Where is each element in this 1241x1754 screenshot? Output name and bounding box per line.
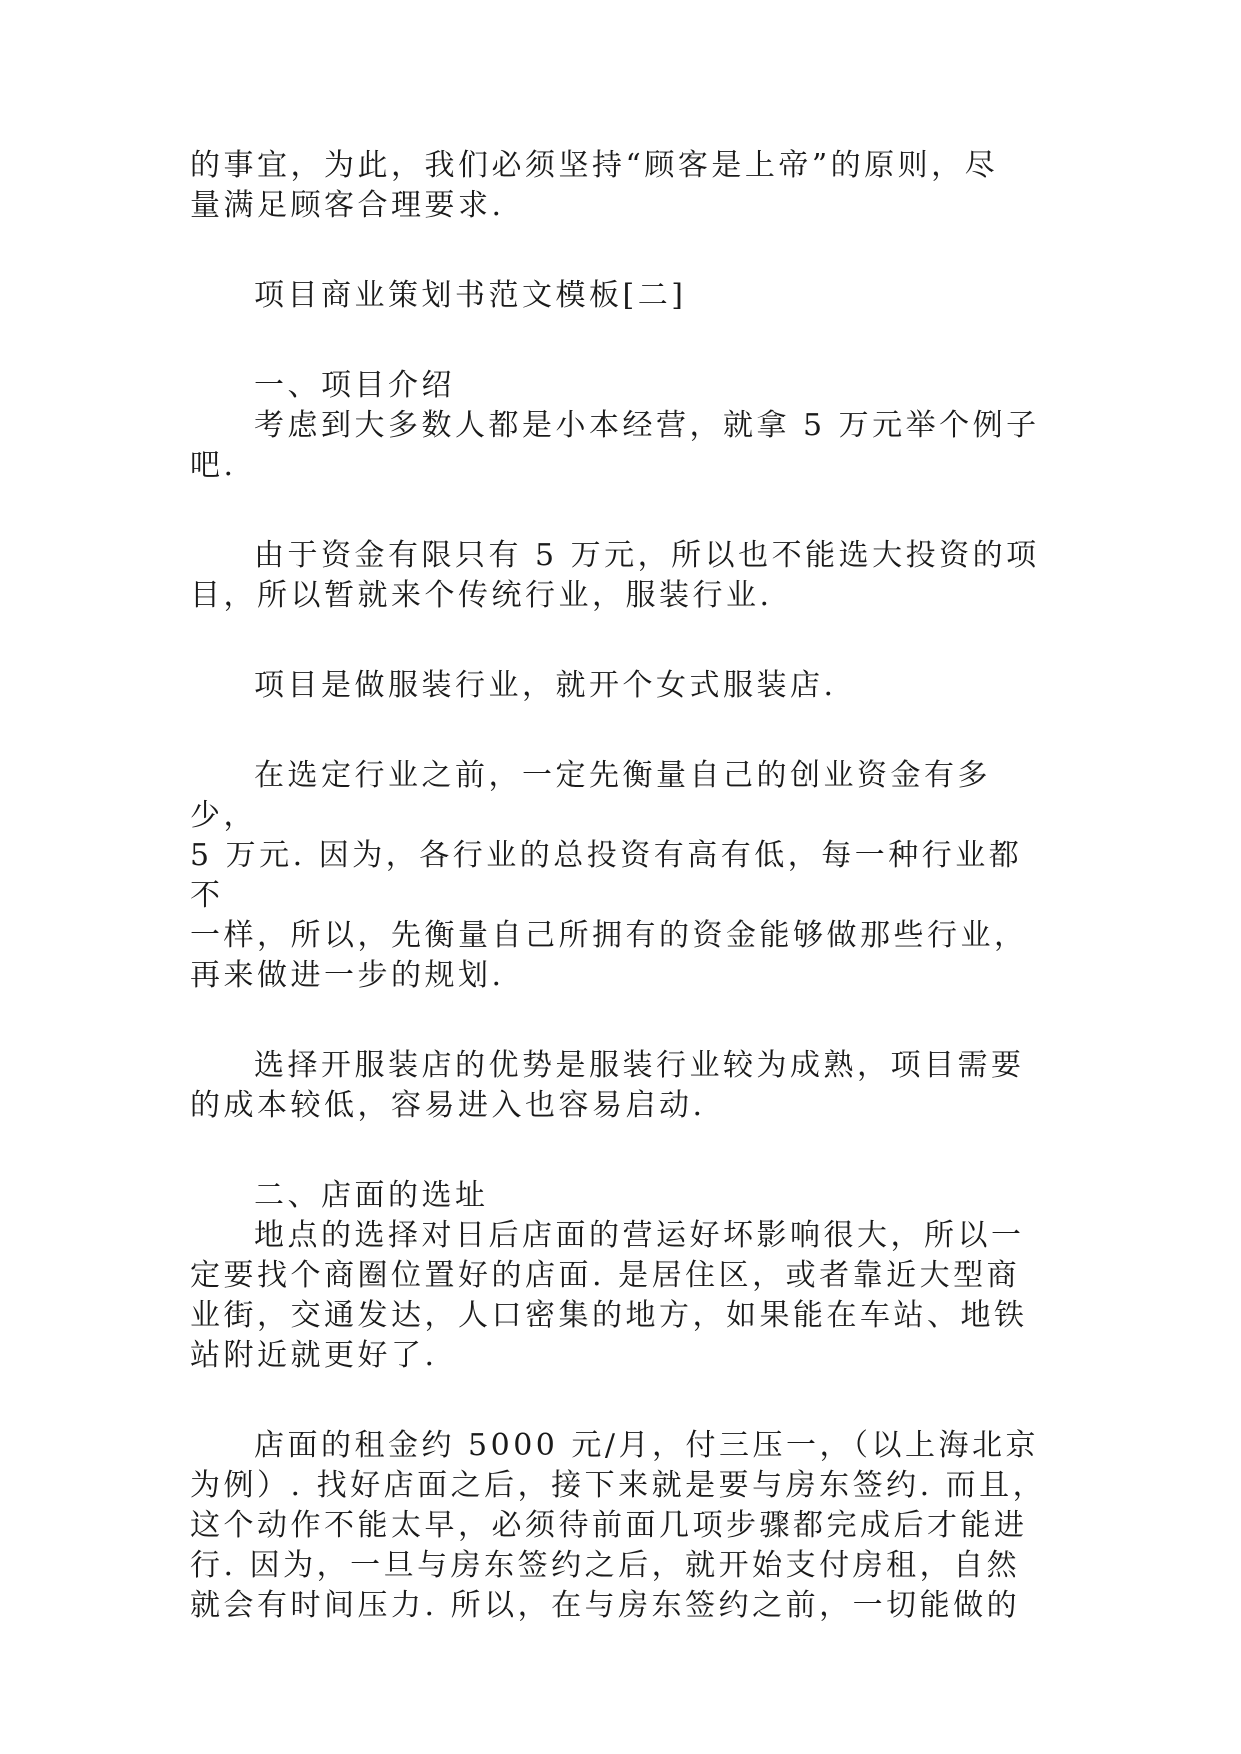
paragraph-capital-example: 考虑到大多数人都是小本经营，就拿 5 万元举个例子 吧. [190, 408, 1040, 483]
paragraph-assess-funds: 在选定行业之前，一定先衡量自己的创业资金有多少， 5 万元. 因为，各行业的总投资有高有低，每一种行业都不 一样，所以，先衡量自己所拥有的资金能够做那些行业， 再来做进一步的规划. [190, 758, 1028, 993]
paragraph-rent: 店面的租金约 5000 元/月，付三压一，（以上海北京 为例）. 找好店面之后，接下来就是要与房东签约. 而且， 这个动作不能太早，必须待前面几项步骤都完成后才能进 行. 因为，一旦与房东签约之后，就开始支付房租，自然 就会有时间压力. 所以，在与房东签约之前，一切能做的 [190, 1428, 1047, 1623]
heading-project-intro: 一、项目介绍 [254, 368, 455, 403]
heading-store-location: 二、店面的选址 [254, 1178, 489, 1213]
paragraph-limited-funds: 由于资金有限只有 5 万元，所以也不能选大投资的项 目，所以暂就来个传统行业，服装行业. [190, 538, 1040, 613]
section-title: 项目商业策划书范文模板[二] [254, 278, 687, 313]
paragraph-project-choice: 项目是做服装行业，就开个女式服装店. [254, 668, 837, 703]
paragraph-advantages: 选择开服装店的优势是服装行业较为成熟，项目需要 的成本较低，容易进入也容易启动. [190, 1048, 1025, 1123]
paragraph-intro-continuation: 的事宜，为此，我们必须坚持“顾客是上帝”的原则，尽 量满足顾客合理要求. [190, 148, 999, 223]
document-body [190, 146, 1050, 1626]
paragraph-location-choice: 地点的选择对日后店面的营运好坏影响很大，所以一 定要找个商圈位置好的店面. 是居住区，或者靠近大型商 业街，交通发达，人口密集的地方，如果能在车站、地铁 站附近就更好了. [190, 1218, 1028, 1373]
